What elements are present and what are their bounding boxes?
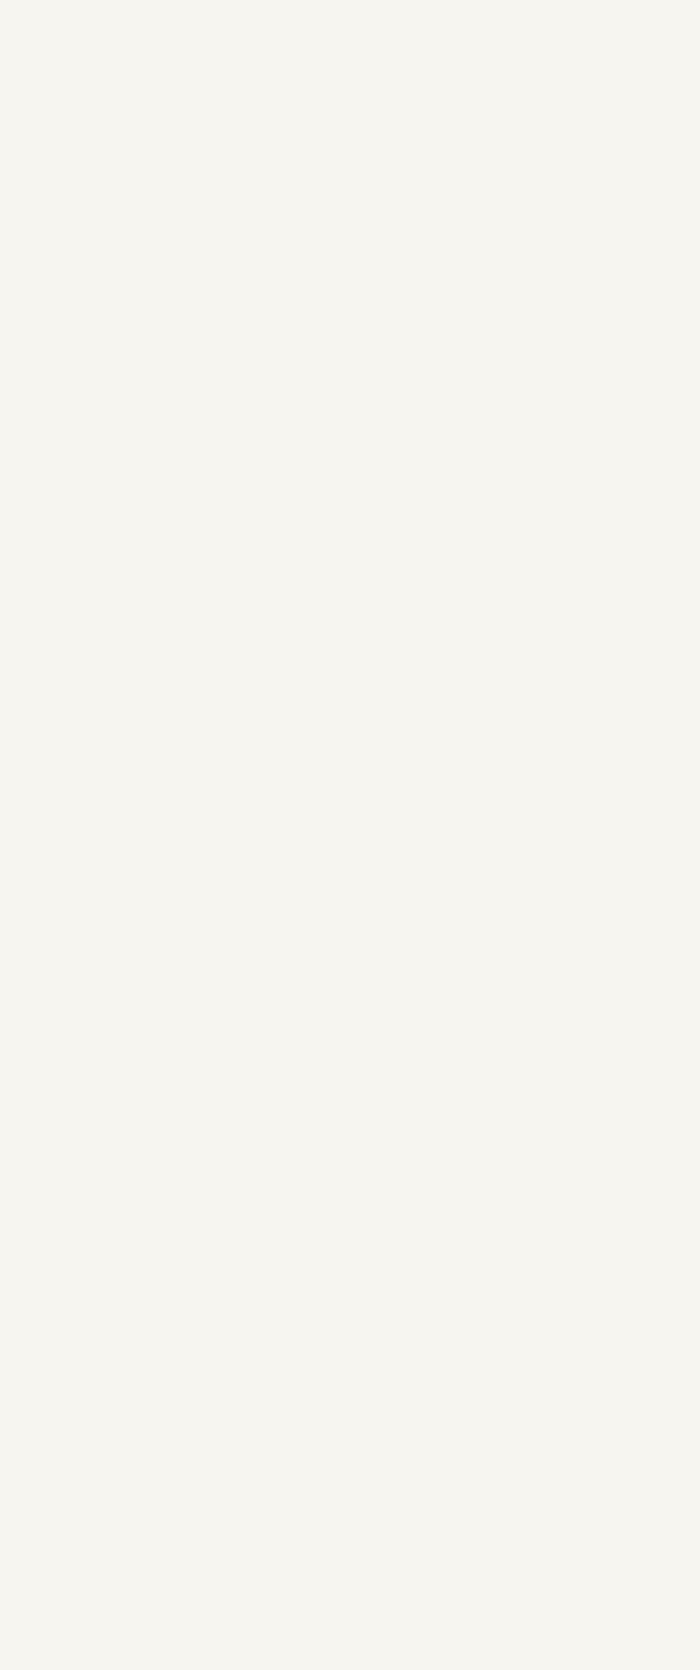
station-heading [0,448,700,468]
